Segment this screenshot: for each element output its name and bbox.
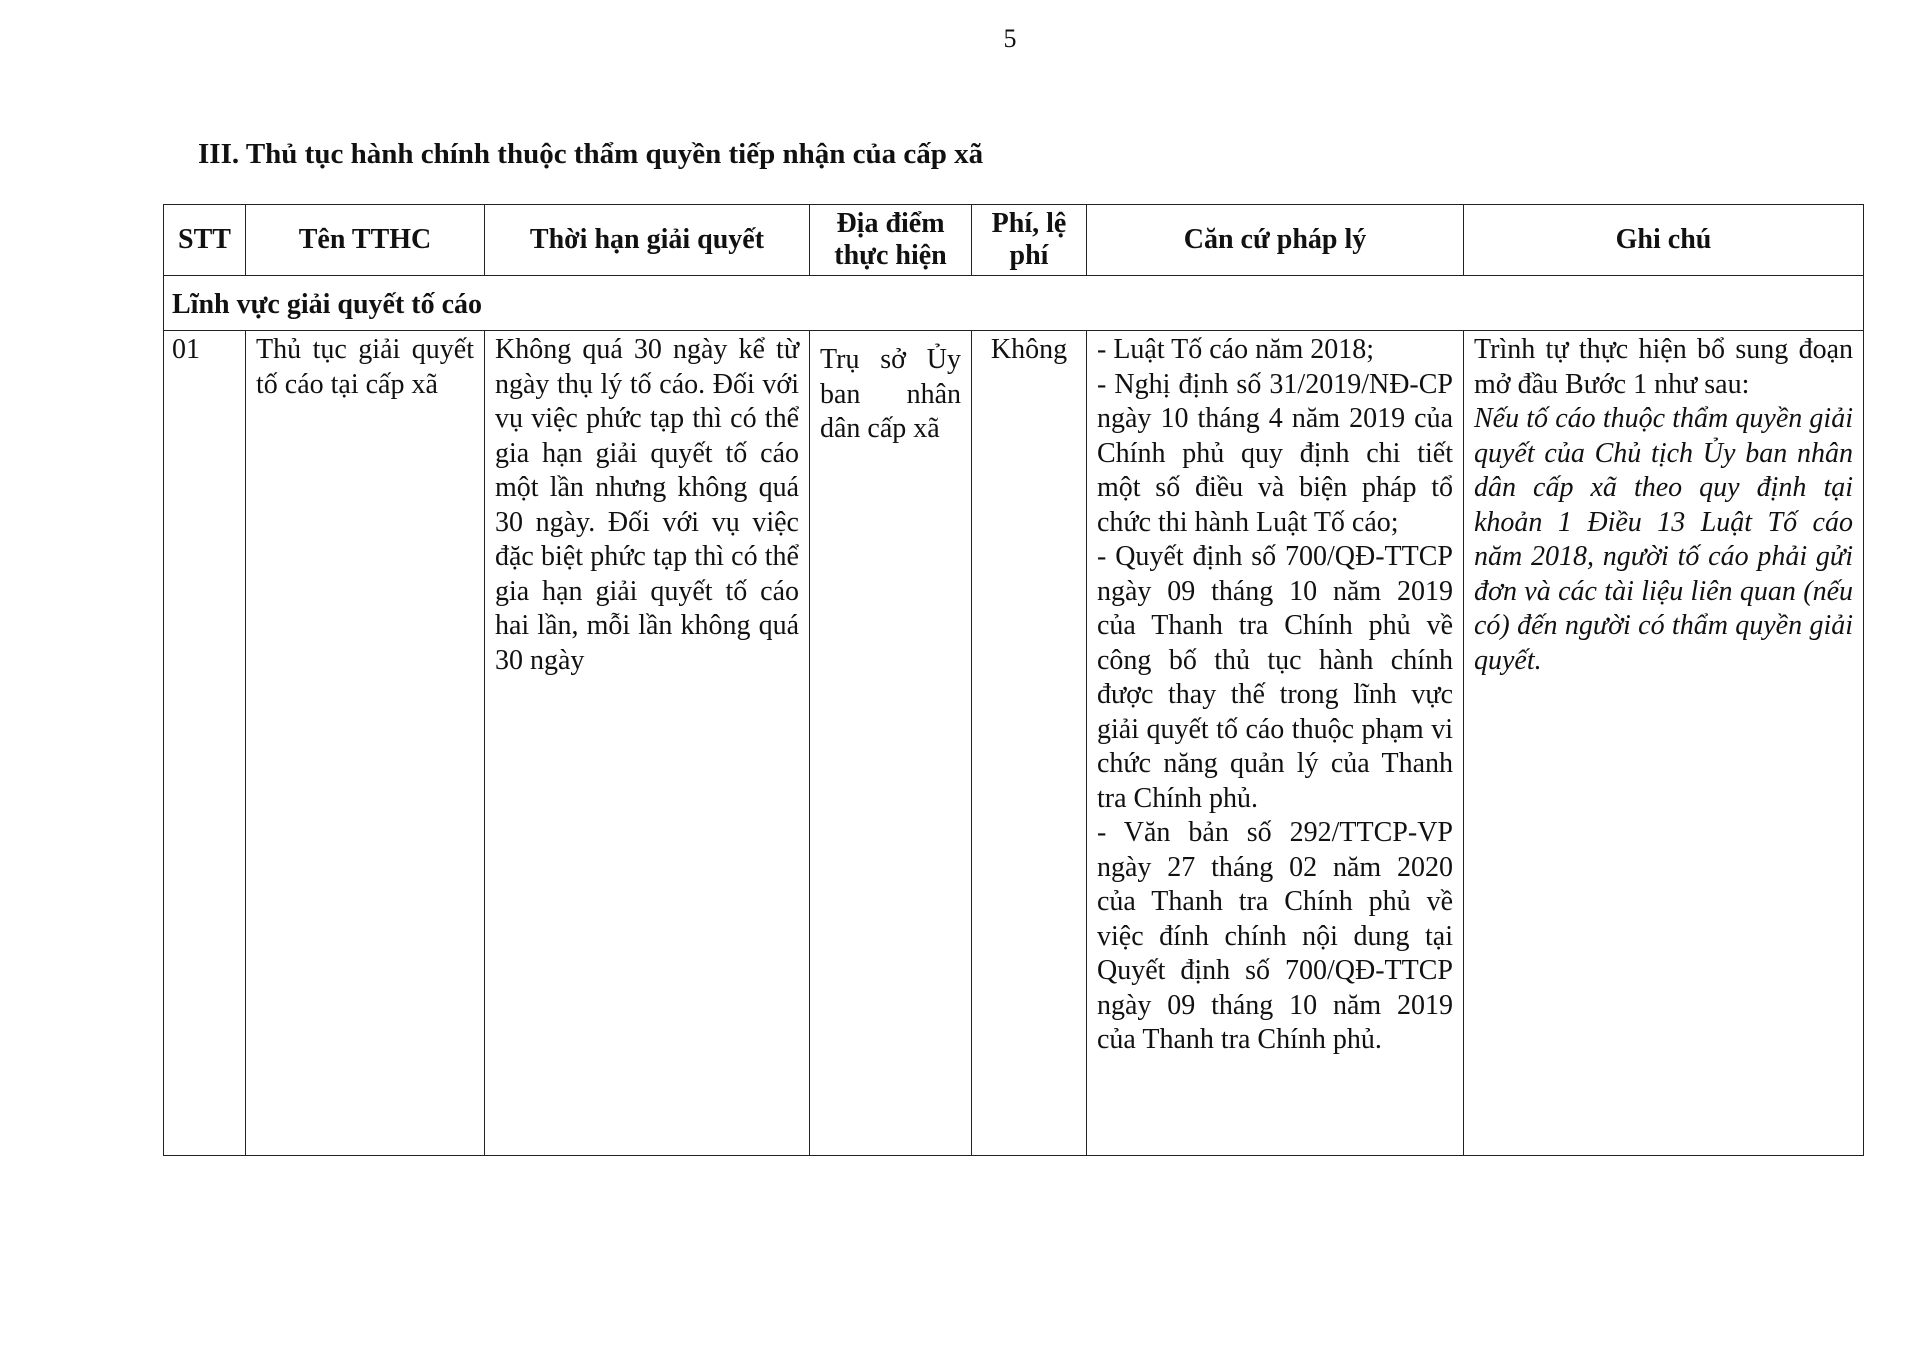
- row-deadline: Không quá 30 ngày kể từ ngày thụ lý tố cáo. Đối với vụ việc phức tạp thì có thể gia hạn giải quyết tố cáo một lần nhưng không quá 30 ngày. Đối với vụ việc đặc biệt phức tạp thì có thể gia hạn giải quyết tố cáo hai lần, mỗi lần không quá 30 ngày: [485, 331, 810, 1156]
- header-legal: Căn cứ pháp lý: [1087, 205, 1464, 276]
- group-title: Lĩnh vực giải quyết tố cáo: [164, 276, 1864, 331]
- note-plain-text: Trình tự thực hiện bổ sung đoạn mở đầu Bước 1 như sau:: [1474, 334, 1853, 400]
- row-legal: [1087, 331, 1464, 1156]
- legal-item: - Văn bản số 292/TTCP-VP ngày 27 tháng 02 năm 2020 của Thanh tra Chính phủ về việc đính chính nội dung tại Quyết định số 700/QĐ-TTCP ngày 09 tháng 10 năm 2019 của Thanh tra Chính phủ.: [1097, 817, 1453, 1055]
- row-note: [1464, 331, 1864, 1156]
- header-note: Ghi chú: [1464, 205, 1864, 276]
- header-name: Tên TTHC: [246, 205, 485, 276]
- procedure-table: [163, 204, 1864, 1156]
- row-stt: 01: [164, 331, 246, 1156]
- table-row: [164, 331, 1864, 1156]
- legal-item: - Luật Tố cáo năm 2018;: [1097, 334, 1375, 365]
- header-stt: STT: [164, 205, 246, 276]
- table-header-row: [164, 205, 1864, 276]
- page-number: 5: [1003, 24, 1017, 53]
- section-title: III. Thủ tục hành chính thuộc thẩm quyền tiếp nhận của cấp xã: [198, 138, 984, 170]
- row-fee: Không: [972, 331, 1087, 1156]
- row-name: Thủ tục giải quyết tố cáo tại cấp xã: [246, 331, 485, 1156]
- header-deadline: Thời hạn giải quyết: [485, 205, 810, 276]
- group-row: [164, 276, 1864, 331]
- note-italic-text: Nếu tố cáo thuộc thẩm quyền giải quyết của Chủ tịch Ủy ban nhân dân cấp xã theo quy định tại khoản 1 Điều 13 Luật Tố cáo năm 2018, người tố cáo phải gửi đơn và các tài liệu liên quan (nếu có) đến người có thẩm quyền giải quyết.: [1474, 403, 1853, 676]
- legal-item: - Quyết định số 700/QĐ-TTCP ngày 09 tháng 10 năm 2019 của Thanh tra Chính phủ về công bố thủ tục hành chính được thay thế trong lĩnh vực giải quyết tố cáo thuộc phạm vi chức năng quản lý của Thanh tra Chính phủ.: [1097, 541, 1453, 814]
- legal-item: - Nghị định số 31/2019/NĐ-CP ngày 10 tháng 4 năm 2019 của Chính phủ quy định chi tiết một số điều và biện pháp tổ chức thi hành Luật Tố cáo;: [1097, 368, 1453, 538]
- header-place: Địa điểm thực hiện: [810, 205, 972, 276]
- header-fee: Phí, lệ phí: [972, 205, 1087, 276]
- row-place: Trụ sở Ủy ban nhân dân cấp xã: [810, 331, 972, 1156]
